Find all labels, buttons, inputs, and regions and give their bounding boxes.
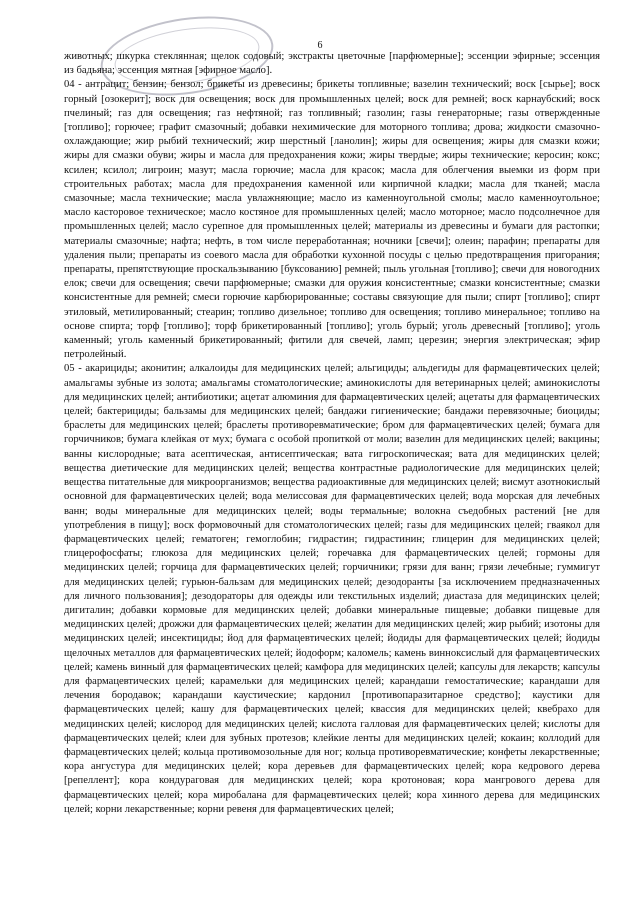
page-number: 6 <box>317 40 323 51</box>
paragraph-class-04: 04 - антрацит; бензин; бензол; брикеты из древесины; брикеты топливные; вазелин технический; воск [сырье]; воск горный [озокерит]; воск для освещения; воск для промышленных целей; воск для ремней; воск карнаубский; воск пчелиный; газ для освещения; газ нефтяной; газ топливный; газолин; газы генераторные; газы отвержденные [топливо]; горючее; графит смазочный; добавки нехимические для моторного топлива; дрова; жидкости смазочно-охлаждающие; жир рыбий технический; жир шерстный [ланолин]; жиры для освещения; жиры для смазки кожи; жиры для смазки обуви; жиры и масла для предохранения кожи; жиры твердые; жиры технические; керосин; кокс; ксилен; ксилол; лигроин; мазут; масла горючие; масла для красок; масла для облегчения выемки из форм при строительных работах; масла для предохранения каменной или кирпичной кладки; масла для тканей; масла смазочные; масла технические; масла увлажняющие; масло из каменноугольной смолы; масло каменноугольное; масло касторовое техническое; масло костяное для промышленных целей; масло моторное; масло подсолнечное для промышленных целей; масло сурепное для промышленных целей; материалы из древесины и бумаги для растопки; материалы смазочные; нафта; нефть, в том числе переработанная; ночники [свечи]; олеин; парафин; препараты для удаления пыли; препараты из соевого масла для обработки кухонной посуды с целью предотвращения пригорания; препараты, препятствующие проскальзыванию [буксованию] ремней; пыль угольная [топливо]; свечи для новогодних елок; свечи для освещения; свечи парфюмерные; смазки для оружия консистентные; смазки консистентные; смазки консистентные для ремней; смеси горючие карбюрированные; составы связующие для пыли; спирт [топливо]; спирт этиловый, метилированный; стеарин; топливо дизельное; топливо для освещения; топливо минеральное; топливо на основе спирта; торф [топливо]; торф брикетированный [топливо]; уголь бурый; уголь древесный [топливо]; уголь каменный; уголь каменный брикетированный; фитили для свечей, ламп; церезин; энергия электрическая; эфир петролейный. <box>64 79 600 361</box>
paragraph-continuation: животных; шкурка стеклянная; щелок содовый; экстракты цветочные [парфюмерные]; эссенции эфирные; эссенция из бадьяна; эссенция мятная [эфирное масло]. <box>64 51 600 77</box>
paragraph-class-05: 05 - акарициды; аконитин; алкалоиды для медицинских целей; альгициды; альдегиды для фармацевтических целей; амальгамы зубные из золота; амальгамы стоматологические; аминокислоты для ветеринарных целей; аминокислоты для медицинских целей; антибиотики; ацетат алюминия для фармацевтических целей; ацетаты для фармацевтических целей; бактерициды; бальзамы для медицинских целей; бандажи гигиенические; бандажи перевязочные; биоциды; браслеты для медицинских целей; браслеты противоревматические; бром для фармацевтических целей; бумага для горчичников; бумага клейкая от мух; бумага с особой пропиткой от моли; вазелин для медицинских целей; вакцины; ванны кислородные; вата асептическая, антисептическая; вата гигроскопическая; вата для медицинских целей; вещества диетические для медицинских целей; вещества контрастные радиологические для медицинских целей; вещества питательные для микроорганизмов; вещества радиоактивные для медицинских целей; висмут азотнокислый основной для фармацевтических целей; вода мелиссовая для фармацевтических целей; вода морская для лечебных ванн; воды минеральные для медицинских целей; воды термальные; волокна съедобных растений [не для употребления в пищу]; воск формовочный для стоматологических целей; газы для медицинских целей; гваякол для фармацевтических целей; гематоген; гемоглобин; гидрастин; гидрастинин; глицерин для медицинских целей; глицерофосфаты; глюкоза для медицинских целей; горечавка для фармацевтических целей; гормоны для медицинских целей; горчица для фармацевтических целей; горчичники; грязи для ванн; грязи лечебные; гуммигут для медицинских целей; гурьюн-бальзам для медицинских целей; дезодоранты [за исключением предназначенных для личного пользования]; дезодораторы для одежды или текстильных изделий; диастаза для медицинских целей; дигиталин; добавки кормовые для медицинских целей; добавки минеральные пищевые; добавки пищевые для медицинских целей; дрожжи для фармацевтических целей; желатин для медицинских целей; жир рыбий; изотоны для медицинских целей; инсектициды; йод для фармацевтических целей; йодиды для фармацевтических целей; йодиды щелочных металлов для фармацевтических целей; йодоформ; каломель; камень винноксислый для фармацевтических целей; камень винный для фармацевтических целей; камфора для медицинских целей; капсулы для лекарств; капсулы для фармацевтических целей; карамельки для медицинских целей; карандаши гемостатические; карандаши для лечения бородавок; карандаши каустические; кардонил [противопаразитарное средство]; каустики для фармацевтических целей; кашу для фармацевтических целей; квассия для медицинских целей; квебрахо для медицинских целей; кислород для медицинских целей; кислота галловая для фармацевтических целей; кислоты для фармацевтических целей; клеи для зубных протезов; клейкие ленты для медицинских целей; кокаин; коллодий для фармацевтических целей; кольца противомозольные для ног; кольца противоревматические; конфеты лекарственные; кора ангустура для медицинских целей; кора деревьев для фармацевтических целей; кора кедрового дерева [репеллент]; кора кондураговая для медицинских целей; кора кротоновая; кора мангрового дерева для фармацевтических целей; кора миробалана для фармацевтических целей; кора хинного дерева для медицинских целей; корни лекарственные; корни ревеня для фармацевтических целей; <box>64 363 600 815</box>
document-body <box>64 50 600 817</box>
